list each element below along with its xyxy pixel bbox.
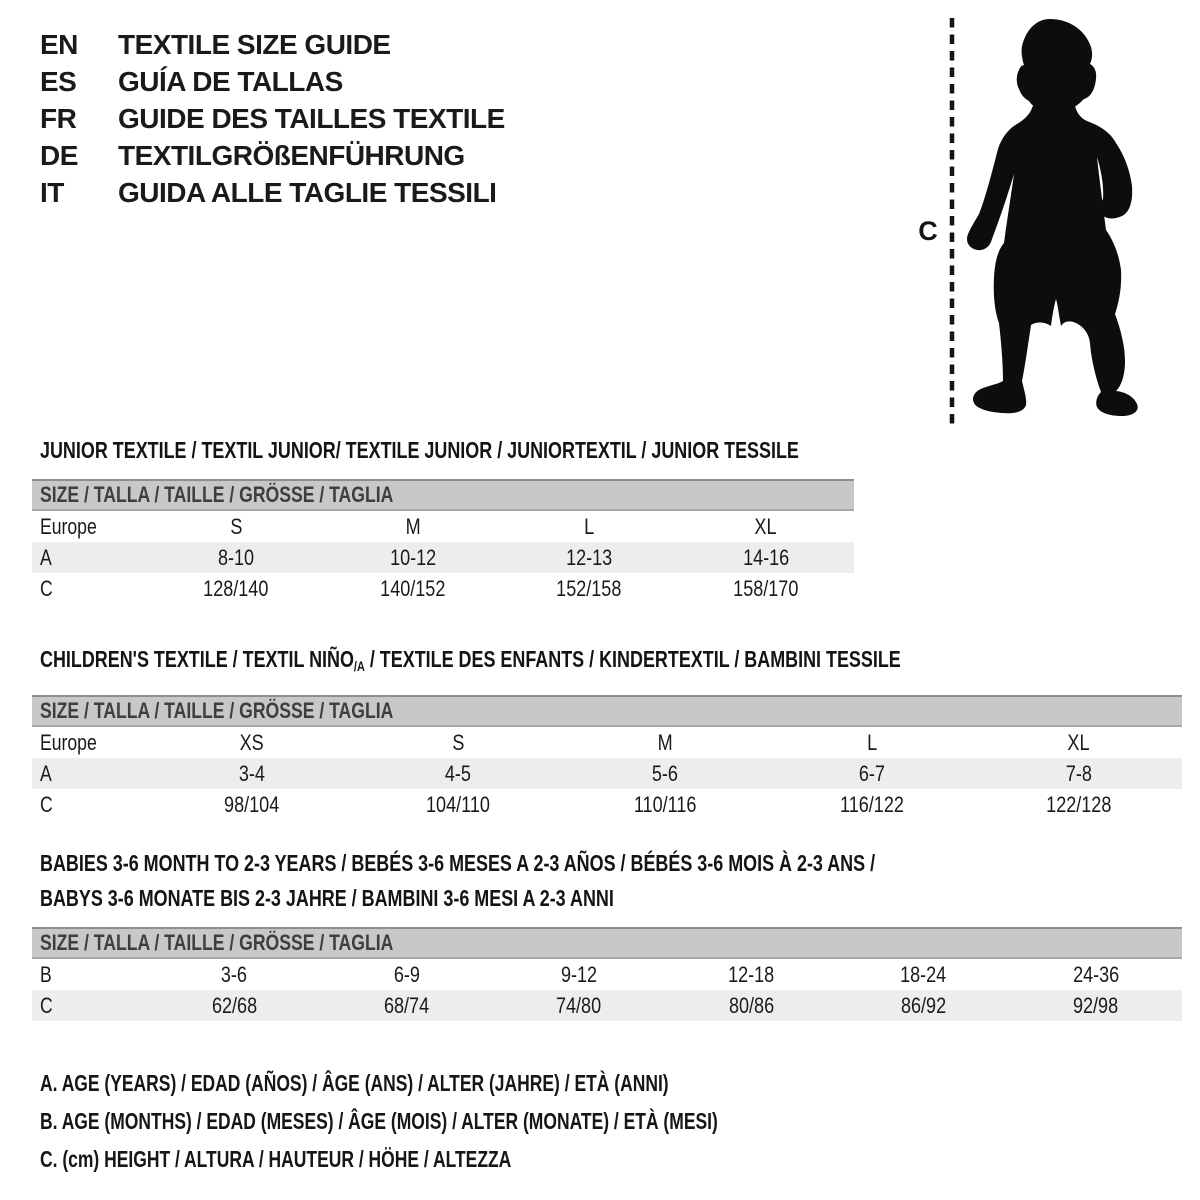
row-value-text: 9-12 [560, 961, 597, 987]
row-label [32, 962, 148, 988]
legend-text: B. AGE (MONTHS) / EDAD (MESES) / ÂGE (MOIS) / ALTER (MONATE) / ETÀ (MESI) [40, 1108, 718, 1134]
language-code: DE [40, 139, 78, 171]
row-label [32, 545, 148, 571]
toddler-silhouette-icon [967, 19, 1138, 416]
row-label-text: B [40, 961, 52, 987]
row-value [320, 962, 492, 988]
row-value [975, 792, 1182, 818]
size-header-label: SIZE / TALLA / TAILLE / GRÖSSE / TAGLIA [40, 930, 394, 955]
row-value-text: L [866, 729, 877, 755]
language-row [40, 174, 505, 211]
row-value-text: 4-5 [445, 760, 472, 786]
row-label-text: C [40, 992, 53, 1018]
table-row-europe [32, 727, 1182, 758]
row-value-text: 6-7 [858, 760, 885, 786]
legend-text: A. AGE (YEARS) / EDAD (AÑOS) / ÂGE (ANS) / ALTER (JAHRE) / ETÀ (ANNI) [40, 1070, 669, 1096]
row-value-text: XL [754, 513, 777, 539]
row-value [562, 730, 769, 756]
row-value-text: 14-16 [742, 544, 789, 570]
row-value-text: XS [239, 729, 264, 755]
row-label-text: Europe [40, 513, 97, 539]
row-label-text: C [40, 575, 53, 601]
row-value [493, 993, 665, 1019]
row-value [678, 545, 855, 571]
language-row [40, 100, 505, 137]
row-value [501, 545, 678, 571]
row-value [665, 962, 837, 988]
row-value [975, 761, 1182, 787]
row-value-text: 24-36 [1072, 961, 1119, 987]
row-value-text: XL [1067, 729, 1090, 755]
row-value-text: M [657, 729, 673, 755]
row-value-text: 18-24 [900, 961, 947, 987]
row-value [562, 792, 769, 818]
row-value-text: 140/152 [380, 575, 446, 601]
table-row-europe [32, 511, 854, 542]
row-value [837, 962, 1009, 988]
row-value-text: 6-9 [393, 961, 420, 987]
section-title-text: / TEXTILE DES ENFANTS / KINDERTEXTIL / BAMBINI TESSILE [364, 646, 901, 672]
row-value-text: 86/92 [900, 992, 947, 1018]
section-title [40, 642, 931, 684]
section-title-text: BABIES 3-6 MONTH TO 2-3 YEARS / BEBÉS 3-6 MESES A 2-3 AÑOS / BÉBÉS 3-6 MOIS À 2-3 ANS / [40, 850, 876, 876]
legend-line [40, 1066, 932, 1104]
size-header-label: SIZE / TALLA / TAILLE / GRÖSSE / TAGLIA [40, 698, 394, 723]
row-value [355, 761, 562, 787]
section-title [40, 881, 931, 916]
row-value-text: 104/110 [426, 791, 491, 817]
row-value-text: 3-4 [238, 760, 265, 786]
size-section-babies [32, 846, 1182, 1021]
language-row [40, 26, 505, 63]
row-value [562, 761, 769, 787]
row-value-text: 10-12 [389, 544, 436, 570]
row-value-text: 5-6 [651, 760, 679, 786]
row-value [1010, 993, 1182, 1019]
section-title [40, 433, 799, 468]
row-value-text: 152/158 [556, 575, 622, 601]
row-value [148, 545, 325, 571]
language-row [40, 137, 505, 174]
row-value-text: S [230, 513, 243, 539]
row-value-text: 80/86 [728, 992, 774, 1018]
row-value-text: M [405, 513, 421, 539]
language-title: GUIDE DES TAILLES TEXTILE [118, 102, 505, 134]
size-header-bar [32, 695, 1182, 727]
size-section-junior [32, 433, 854, 604]
measurement-legend [40, 1066, 932, 1180]
height-measure-label: C [918, 216, 938, 246]
row-label [32, 761, 148, 787]
row-value-text: 12-18 [728, 961, 775, 987]
row-value [493, 962, 665, 988]
row-value-text: 62/68 [211, 992, 257, 1018]
row-value-text: 7-8 [1065, 760, 1092, 786]
row-value [325, 514, 502, 540]
row-value [768, 761, 975, 787]
row-label [32, 993, 148, 1019]
section-title [40, 846, 931, 881]
row-value [678, 514, 855, 540]
row-value [148, 730, 355, 756]
row-value [1010, 962, 1182, 988]
row-value [355, 730, 562, 756]
table-row-c [32, 990, 1182, 1021]
row-value [148, 993, 320, 1019]
section-title-text: BABYS 3-6 MONATE BIS 2-3 JAHRE / BAMBINI 3-6 MESI A 2-3 ANNI [40, 885, 614, 911]
language-title: TEXTILGRÖßENFÜHRUNG [118, 139, 465, 171]
height-figure [898, 0, 1198, 440]
language-title: TEXTILE SIZE GUIDE [118, 28, 391, 60]
table-row-b [32, 959, 1182, 990]
row-value [148, 962, 320, 988]
table-row-a [32, 542, 854, 573]
row-value-text: 98/104 [223, 791, 279, 817]
language-code: EN [40, 28, 78, 60]
row-value-text: L [584, 513, 595, 539]
row-label [32, 514, 148, 540]
row-value-text: 158/170 [733, 575, 799, 601]
row-label-text: C [40, 791, 53, 817]
legend-line [40, 1104, 932, 1142]
row-value-text: 128/140 [203, 575, 269, 601]
language-code: ES [40, 65, 77, 97]
row-value [320, 993, 492, 1019]
row-value-text: 68/74 [383, 992, 430, 1018]
row-value [148, 514, 325, 540]
row-value [325, 545, 502, 571]
row-value [148, 792, 355, 818]
row-value [501, 514, 678, 540]
language-title: GUIDA ALLE TAGLIE TESSILI [118, 176, 497, 208]
table-row-c [32, 573, 854, 604]
table-row-a [32, 758, 1182, 789]
language-code: FR [40, 102, 77, 134]
row-value [975, 730, 1182, 756]
size-header-bar [32, 479, 854, 511]
row-value [768, 730, 975, 756]
size-header-bar [32, 927, 1182, 959]
row-value-text: 110/116 [633, 791, 697, 817]
row-value [325, 576, 502, 602]
row-label-text: Europe [40, 729, 97, 755]
language-title: GUÍA DE TALLAS [118, 65, 343, 97]
row-value [355, 792, 562, 818]
row-value-text: 92/98 [1073, 992, 1119, 1018]
size-header-label: SIZE / TALLA / TAILLE / GRÖSSE / TAGLIA [40, 482, 394, 507]
row-value-text: 3-6 [221, 961, 248, 987]
section-title-text: /A [353, 658, 365, 674]
row-value-text: 8-10 [218, 544, 255, 570]
row-value [665, 993, 837, 1019]
row-value [768, 792, 975, 818]
row-value-text: 74/80 [556, 992, 602, 1018]
row-label-text: A [40, 760, 52, 786]
section-title-text: CHILDREN'S TEXTILE / TEXTIL NIÑO [40, 646, 354, 672]
row-value [148, 576, 325, 602]
row-label [32, 576, 148, 602]
row-value-text: 12-13 [566, 544, 613, 570]
row-value [501, 576, 678, 602]
section-title-text: JUNIOR TEXTILE / TEXTIL JUNIOR/ TEXTILE JUNIOR / JUNIORTEXTIL / JUNIOR TESSILE [40, 437, 799, 463]
row-value-text: 116/122 [839, 791, 904, 817]
language-row [40, 63, 505, 100]
row-value [148, 761, 355, 787]
language-title-list [40, 26, 505, 211]
table-row-c [32, 789, 1182, 820]
legend-line [40, 1142, 932, 1180]
row-value-text: S [452, 729, 465, 755]
legend-text: C. (cm) HEIGHT / ALTURA / HAUTEUR / HÖHE / ALTEZZA [40, 1146, 512, 1172]
size-section-children [32, 642, 1182, 820]
row-value [678, 576, 855, 602]
row-label [32, 792, 148, 818]
row-value [837, 993, 1009, 1019]
row-value-text: 122/128 [1045, 791, 1112, 817]
row-label [32, 730, 148, 756]
row-label-text: A [40, 544, 52, 570]
language-code: IT [40, 176, 64, 208]
